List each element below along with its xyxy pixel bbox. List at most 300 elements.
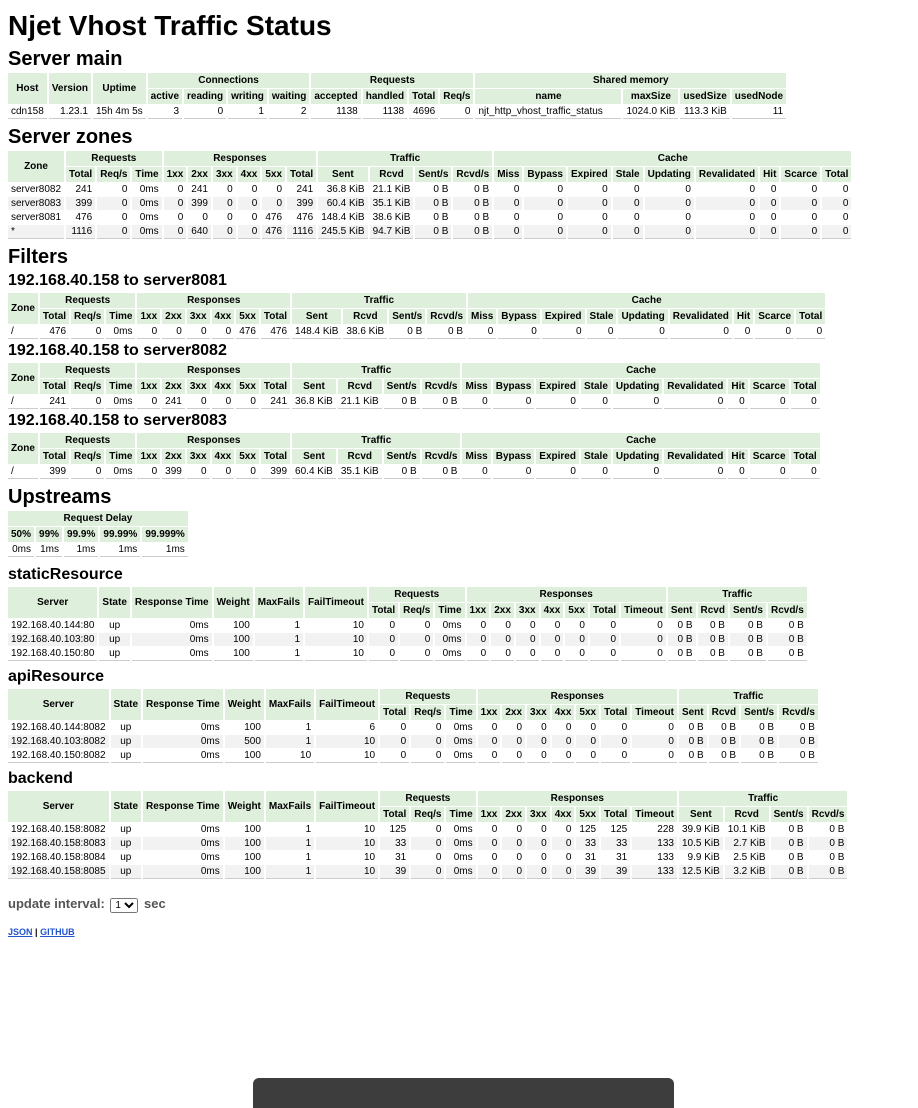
cell: up	[111, 865, 141, 879]
col-req-s: Req/s	[400, 603, 433, 618]
cell: 0	[791, 465, 820, 479]
col-sent: Sent	[292, 449, 336, 464]
cell: 0	[480, 620, 487, 631]
cell: 0 B	[433, 212, 449, 223]
col-state: State	[111, 689, 141, 720]
group-shared-memory: Shared memory	[475, 73, 786, 88]
col-r1xx: 1xx	[478, 807, 501, 822]
cell: cdn158	[8, 105, 47, 119]
cell: 35.1 KiB	[338, 465, 382, 479]
col-sent-s: Sent/s	[730, 603, 766, 618]
cell: 0	[164, 197, 187, 210]
footer-links	[8, 927, 918, 937]
cell: up	[111, 837, 141, 850]
col-total: Total	[40, 309, 69, 324]
cell: 0	[411, 837, 444, 850]
cell: 21.1 KiB	[338, 395, 382, 409]
cell: server8083	[8, 197, 64, 210]
col-r1xx: 1xx	[164, 167, 187, 182]
cell: 0	[542, 325, 585, 339]
col-weight: Weight	[225, 689, 264, 720]
cell: up	[109, 620, 121, 631]
cell: 476	[262, 225, 285, 239]
table-row	[8, 749, 818, 763]
cell: 0	[478, 837, 501, 850]
cell: 0ms	[435, 647, 464, 661]
cell: 0	[664, 465, 726, 479]
cell: 0	[602, 212, 608, 223]
col-uptime: Uptime	[93, 73, 146, 104]
cell: 100	[225, 749, 264, 763]
cell: 11	[732, 105, 786, 119]
col-r5xx: 5xx	[236, 309, 259, 324]
cell: 0	[435, 722, 442, 733]
cell: 0 B	[668, 633, 696, 646]
cell: 0ms	[8, 543, 34, 557]
cell: 0 B	[829, 852, 845, 863]
filter-table	[6, 432, 822, 480]
cell: 0	[251, 184, 258, 195]
cell: 399	[188, 197, 211, 210]
cell: 0	[670, 325, 732, 339]
link-separator: |	[35, 927, 38, 937]
cell: 0	[668, 722, 674, 733]
cell: 399	[40, 465, 69, 479]
github-link[interactable]: GITHUB	[40, 927, 75, 937]
upstream-group	[8, 768, 918, 880]
col-r2xx: 2xx	[491, 603, 514, 618]
cell: 0	[462, 395, 490, 409]
cell: 10	[352, 620, 364, 631]
cell: 0	[541, 647, 564, 661]
cell: 0 B	[730, 633, 766, 646]
group-requests: Requests	[40, 293, 136, 308]
cell: 0	[822, 225, 851, 239]
col-total: Total	[40, 379, 69, 394]
col-r3xx: 3xx	[187, 309, 210, 324]
cell: 0	[212, 325, 235, 339]
cell: 0	[685, 212, 691, 223]
cell: 1	[305, 722, 312, 733]
cell: 0	[162, 325, 185, 339]
cell: 0ms	[143, 735, 223, 748]
table-row	[8, 647, 807, 661]
table-row	[8, 465, 820, 479]
cell: 1	[266, 837, 314, 850]
cell: 0ms	[189, 620, 209, 631]
server-main-heading: Server main	[8, 48, 123, 70]
cell: 0ms	[200, 722, 220, 733]
cell: 0	[565, 722, 572, 733]
col-p50: 50%	[8, 527, 34, 542]
cell: 0	[187, 325, 210, 339]
cell: 21.1 KiB	[372, 184, 411, 195]
cell: 0	[177, 184, 184, 195]
group-traffic: Traffic	[292, 293, 466, 308]
cell: 0	[516, 852, 523, 863]
filter-title: 192.168.40.158 to server8082	[8, 342, 227, 359]
col-scarce: Scarce	[750, 449, 789, 464]
col-writing: writing	[228, 89, 267, 104]
page	[8, 0, 918, 937]
col-rcvd: Rcvd	[698, 603, 728, 618]
cell: /	[8, 395, 38, 409]
cell: 0	[498, 325, 540, 339]
filter-table	[6, 292, 827, 340]
update-interval-select[interactable]	[110, 898, 138, 913]
table-row	[8, 633, 807, 646]
table-row	[8, 225, 851, 239]
cell: 0	[613, 225, 643, 239]
cell: 476	[75, 212, 93, 223]
col-total: Total	[380, 705, 409, 720]
col-r3xx: 3xx	[527, 705, 550, 720]
cell: 0 B	[384, 465, 420, 479]
cell: 31	[584, 852, 597, 863]
col-fail-timeout: FailTimeout	[305, 587, 367, 618]
cell: 0	[493, 395, 535, 409]
cell: 0 B	[730, 647, 766, 661]
cell: 0	[524, 225, 566, 239]
cell: 0	[645, 197, 694, 210]
cell: 0 B	[771, 837, 807, 850]
cell: 0	[781, 197, 820, 210]
col-req-s: Req/s	[411, 807, 444, 822]
table-row	[8, 183, 851, 196]
col-rcvd: Rcvd	[338, 449, 382, 464]
request-delay-title: Request Delay	[8, 511, 188, 526]
table-row	[8, 837, 847, 850]
cell: 0	[770, 212, 777, 223]
cell: 0	[554, 620, 561, 631]
cell: 94.7 KiB	[370, 225, 414, 239]
cell: 1116	[66, 225, 95, 239]
cell: 100	[233, 620, 250, 631]
cell: 0	[587, 325, 617, 339]
col-r3xx: 3xx	[213, 167, 236, 182]
col-stale: Stale	[581, 379, 611, 394]
cell: 0 B	[709, 735, 739, 748]
col-total: Total	[40, 449, 69, 464]
col-sent-s: Sent/s	[384, 449, 420, 464]
cell: 0	[177, 212, 184, 223]
cell: 0	[750, 465, 789, 479]
cell: 0	[494, 197, 522, 210]
col-r4xx: 4xx	[552, 807, 575, 822]
cell: 0ms	[435, 633, 464, 646]
cell: 0	[491, 647, 514, 661]
cell: 0 B	[741, 749, 777, 763]
col-timeout: Timeout	[621, 603, 666, 618]
col-expired: Expired	[568, 167, 611, 182]
cell: 0 B	[779, 749, 818, 763]
cell: 0	[621, 722, 628, 733]
col-rcvd: Rcvd	[370, 167, 414, 182]
cell: 0	[389, 620, 396, 631]
table-row	[8, 197, 851, 210]
col-max-fails: MaxFails	[255, 587, 303, 618]
col-name: name	[475, 89, 621, 104]
col-total: Total	[369, 603, 398, 618]
viewer-toolbar[interactable]	[253, 1078, 674, 1108]
cell: 1116	[287, 225, 316, 239]
cell: 0	[227, 212, 233, 223]
group-traffic: Traffic	[318, 151, 492, 166]
cell: 0	[696, 225, 758, 239]
cell: 100	[244, 852, 261, 863]
cell: 33	[601, 837, 630, 850]
col-sent: Sent	[292, 379, 336, 394]
cell: up	[120, 824, 132, 835]
col-revalidated: Revalidated	[664, 449, 726, 464]
cell: 0ms	[106, 325, 135, 339]
cell: 0	[380, 749, 409, 763]
cell: 0	[581, 395, 611, 409]
cell: 0ms	[200, 824, 220, 835]
col-total: Total	[590, 603, 619, 618]
cell: /	[8, 325, 38, 339]
cell: 1138	[363, 105, 407, 119]
cell: 0 B	[741, 735, 777, 748]
cell: 0ms	[143, 837, 223, 850]
cell: 241	[261, 395, 290, 409]
cell: 0 B	[829, 824, 845, 835]
cell: 0ms	[132, 225, 161, 239]
cell: 192.168.40.150:8082	[8, 749, 109, 763]
col-stale: Stale	[581, 449, 611, 464]
cell: 39	[601, 865, 630, 879]
cell: 476	[40, 325, 69, 339]
cell: 0 B	[453, 225, 492, 239]
col-bypass: Bypass	[493, 449, 535, 464]
col-rcvd: Rcvd	[725, 807, 769, 822]
col-active: active	[148, 89, 182, 104]
col-r5xx: 5xx	[236, 449, 259, 464]
cell: 4696	[409, 105, 438, 119]
cell: 241	[191, 184, 208, 195]
cell: 0	[565, 852, 572, 863]
cell: 0	[516, 722, 523, 733]
cell: 0	[541, 852, 547, 863]
cell: 0	[238, 225, 261, 239]
cell: 0 B	[688, 722, 704, 733]
cell: 0ms	[446, 837, 475, 850]
col-total: Total	[409, 89, 438, 104]
cell: 0ms	[106, 465, 135, 479]
cell: 0	[236, 395, 259, 409]
cell: 31	[395, 852, 407, 863]
col-req-s: Req/s	[71, 309, 104, 324]
cell: 0	[613, 395, 662, 409]
cell: 1	[294, 620, 301, 631]
cell: 0	[645, 225, 694, 239]
group-traffic: Traffic	[668, 587, 807, 602]
table-row	[8, 851, 847, 864]
cell: 12.5 KiB	[679, 865, 723, 879]
cell: 0	[516, 633, 539, 646]
upstreams-heading: Upstreams	[8, 486, 112, 508]
col-r2xx: 2xx	[162, 379, 185, 394]
cell: 10	[305, 633, 367, 646]
cell: 0	[579, 620, 585, 631]
cell: 1	[255, 633, 303, 646]
cell: 0	[411, 749, 444, 763]
cell: 1	[266, 865, 314, 879]
cell: 3	[148, 105, 182, 119]
col-r5xx: 5xx	[576, 705, 599, 720]
cell: 192.168.40.144:8082	[11, 722, 106, 733]
cell: 0 B	[788, 620, 804, 631]
cell: 0	[494, 225, 522, 239]
filter-title: 192.168.40.158 to server8081	[8, 272, 227, 289]
cell: 0	[187, 395, 210, 409]
cell: 0	[71, 325, 104, 339]
cell: 148.4 KiB	[292, 325, 341, 339]
cell: 0	[552, 735, 575, 748]
cell: 0	[527, 749, 550, 763]
cell: 0	[621, 633, 666, 646]
col-hit: Hit	[760, 167, 779, 182]
cell: 1	[228, 105, 267, 119]
cell: 0	[657, 620, 663, 631]
col-hit: Hit	[728, 379, 747, 394]
col-bypass: Bypass	[498, 309, 540, 324]
col-revalidated: Revalidated	[664, 379, 726, 394]
cell: 0	[236, 465, 259, 479]
filter-title: 192.168.40.158 to server8083	[8, 412, 227, 429]
cell: 2.7 KiB	[725, 837, 769, 850]
cell: 0	[552, 837, 575, 850]
col-time: Time	[435, 603, 464, 618]
upstream-title: staticResource	[8, 566, 123, 583]
cell: 0	[536, 395, 579, 409]
upstream-group	[8, 666, 918, 764]
cell: 0	[590, 633, 619, 646]
cell: 0 B	[709, 749, 739, 763]
cell: 0	[213, 225, 236, 239]
col-bypass: Bypass	[524, 167, 566, 182]
cell: 0	[527, 865, 550, 879]
col-stale: Stale	[587, 309, 617, 324]
upstream-table	[6, 790, 849, 880]
cell: 0	[121, 184, 128, 195]
request-delay-table	[6, 510, 190, 558]
col-miss: Miss	[462, 379, 490, 394]
cell: 0	[462, 465, 490, 479]
cell: 640	[188, 225, 211, 239]
col-r4xx: 4xx	[238, 167, 261, 182]
col-req-s: Req/s	[97, 167, 130, 182]
cell: server8082	[11, 184, 62, 195]
cell: 0	[621, 647, 666, 661]
col-p99: 99%	[36, 527, 62, 542]
cell: 0	[212, 395, 235, 409]
server-main-table	[6, 72, 788, 120]
cell: 0	[184, 105, 226, 119]
filter-group	[8, 270, 918, 340]
cell: 125	[610, 824, 628, 835]
cell: 0	[634, 184, 640, 195]
cell: 0	[822, 197, 851, 210]
cell: 0	[276, 184, 283, 195]
col-r2xx: 2xx	[502, 705, 525, 720]
cell: 33	[576, 837, 599, 850]
cell: 476	[265, 212, 283, 223]
group-responses: Responses	[467, 587, 666, 602]
table-row	[8, 619, 807, 632]
cell: 0	[164, 225, 187, 239]
cell: 192.168.40.158:8083	[8, 837, 109, 850]
update-interval	[8, 896, 918, 913]
col-sent: Sent	[668, 603, 696, 618]
col-rcvd: Rcvd	[338, 379, 382, 394]
cell: 0	[749, 184, 756, 195]
cell: 0	[734, 325, 753, 339]
cell: 0	[557, 184, 563, 195]
cell: 245.5 KiB	[318, 225, 367, 239]
col-rcvd-s: Rcvd/s	[779, 705, 818, 720]
col-r4xx: 4xx	[212, 309, 235, 324]
col-time: Time	[106, 309, 135, 324]
cell: 0	[568, 225, 611, 239]
cell: 0	[796, 325, 825, 339]
col-scarce: Scarce	[781, 167, 820, 182]
col-r2xx: 2xx	[162, 449, 185, 464]
cell: 2.5 KiB	[733, 852, 766, 863]
cell: 0ms	[453, 824, 473, 835]
col-r1xx: 1xx	[467, 603, 490, 618]
col-bypass: Bypass	[493, 379, 535, 394]
col-zone: Zone	[8, 293, 38, 324]
json-link[interactable]: JSON	[8, 927, 33, 937]
group-connections: Connections	[148, 73, 310, 88]
col-max-fails: MaxFails	[266, 791, 314, 822]
col-server: Server	[8, 791, 109, 822]
cell: 399	[287, 197, 316, 210]
cell: 0ms	[139, 212, 159, 223]
cell: 0	[435, 852, 442, 863]
col-r4xx: 4xx	[212, 379, 235, 394]
cell: 0ms	[143, 865, 223, 879]
cell: 0ms	[139, 184, 159, 195]
cell: 0	[576, 749, 599, 763]
cell: 0	[491, 722, 498, 733]
cell: 0	[97, 225, 130, 239]
col-used-node: usedNode	[732, 89, 786, 104]
col-total: Total	[791, 379, 820, 394]
group-responses: Responses	[478, 791, 677, 806]
upstream-table	[6, 688, 820, 764]
server-zones-heading: Server zones	[8, 126, 133, 148]
col-state: State	[99, 587, 129, 618]
col-r3xx: 3xx	[527, 807, 550, 822]
col-state: State	[111, 791, 141, 822]
cell: 0 B	[384, 395, 420, 409]
cell: 10	[266, 749, 314, 763]
col-r3xx: 3xx	[187, 449, 210, 464]
cell: 476	[261, 325, 290, 339]
cell: 0ms	[446, 735, 475, 748]
cell: 0	[527, 837, 550, 850]
col-sent: Sent	[679, 807, 723, 822]
col-req-s: Req/s	[411, 705, 444, 720]
cell: 0 B	[788, 824, 804, 835]
cell: 0ms	[442, 620, 462, 631]
col-total: Total	[791, 449, 820, 464]
cell: 39	[380, 865, 409, 879]
group-requests: Requests	[40, 433, 136, 448]
cell: up	[99, 633, 129, 646]
